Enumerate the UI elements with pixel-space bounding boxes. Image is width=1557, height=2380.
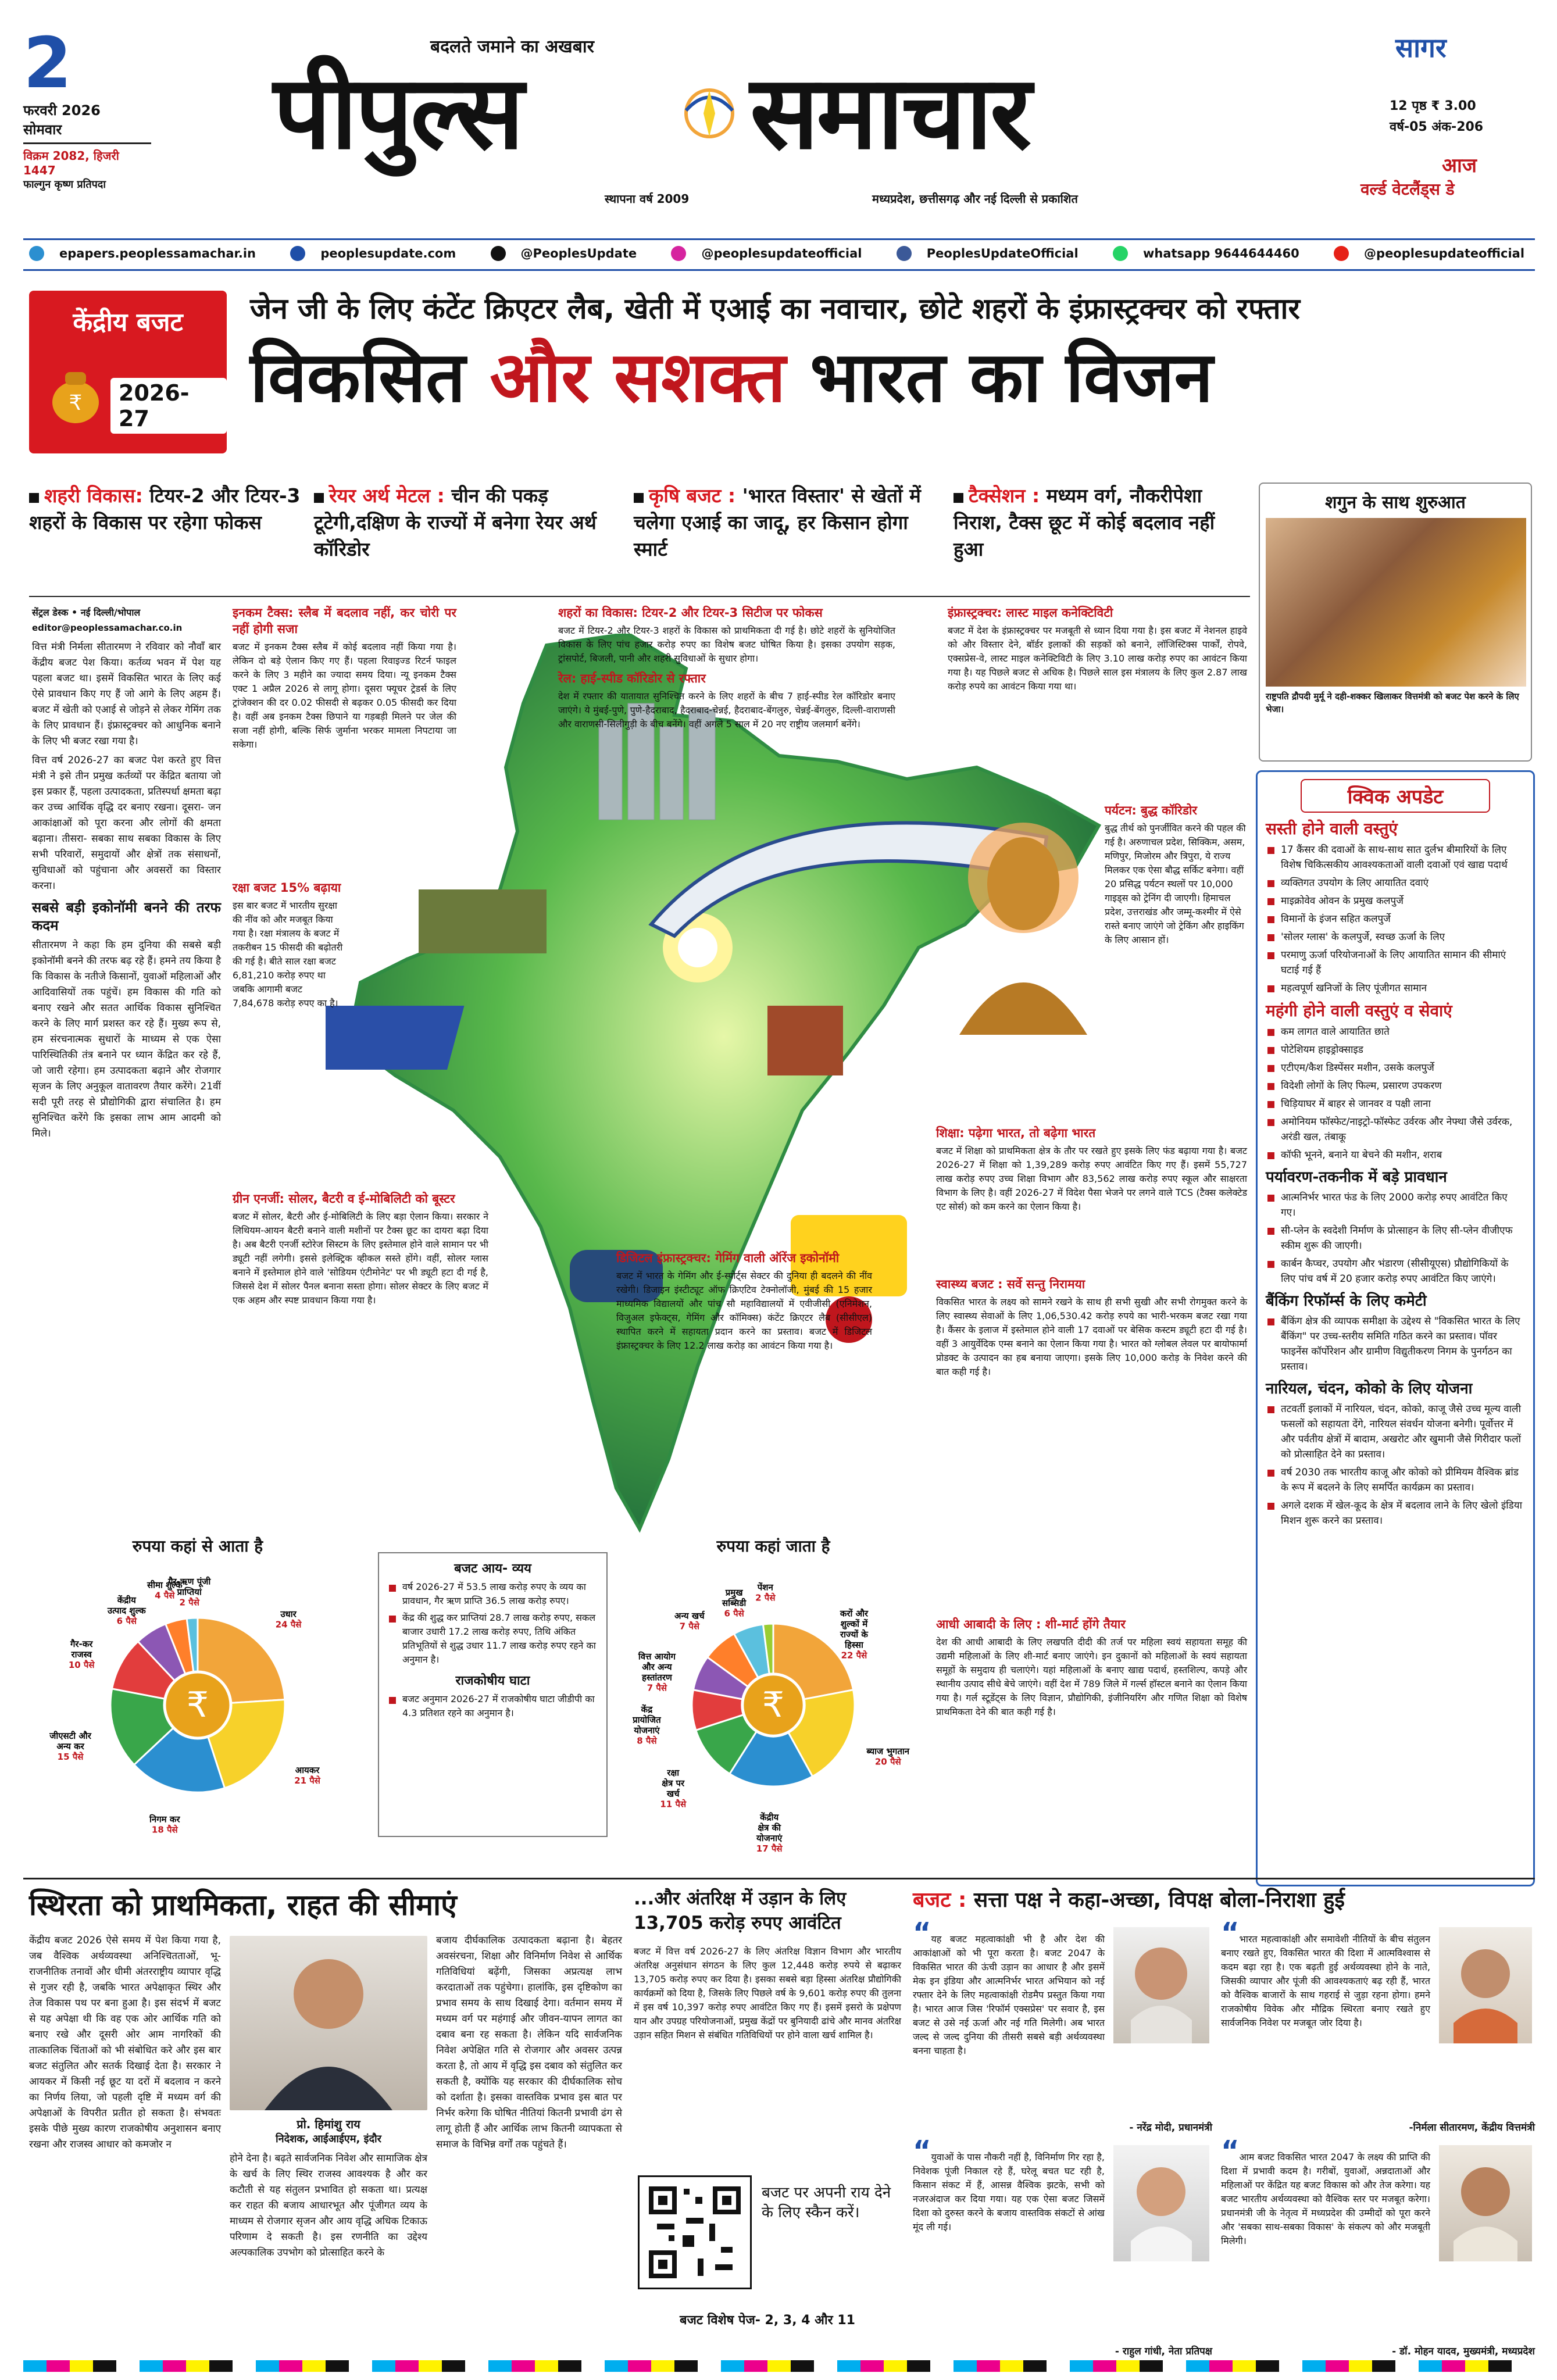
masthead-title (273, 55, 1192, 171)
pages-price: 12 पृष्ठ ₹ 3.00 (1390, 99, 1476, 113)
headline-part-1: विकसित (250, 337, 466, 418)
story-health: स्वास्थ्य बजट : सर्वे सन्तु निरामया विकसित भारत के लक्ष्य को सामने रखने के साथ ही सभी सुखी और सभी रोगमुक्त करने के लिए स्वास्थ्य सेवाओं के लिए 1,06,530.42 करोड़ रुपये का भारी-भरकम बजट रखा गया है। कैंसर के इलाज में इस्तेमाल होने वाली 17 दवाओं पर बेसिक कस्टम ड्यूटी हटा दी गई है। वहीं 3 आयुर्वेदिक एम्स बनाने का ऐलान किया गया है। भारत को ग्लोबल लेवल पर बायोफार्मा प्रोडक्ट के उत्पादन का हब बनाया जाएगा। इसके लिए 10,000 करोड़ के निवेश करने की बात कही गई है। (936, 1277, 1247, 1377)
list-item: परमाणु ऊर्जा परियोजनाओं के लिए आयातित सामान की सीमाएं घटाई गई हैं (1266, 948, 1525, 978)
author-name: प्रो. हिमांशु राय (297, 2117, 360, 2131)
stability-col-3: बजाय दीर्घकालिक उत्पादकता बढ़ाना है। बेहतर अवसंरचना, शिक्षा और विनिर्माण निवेश से आर्थिक गतिविधियां बढ़ेंगी, जिसका अप्रत्यक्ष लाभ करदाताओं तक पहुंचेगा। हालांकि, इस दृष्टिकोण का प्रभाव समय के साथ दिखाई देगा। वर्तमान समय में मध्यम वर्ग पर महंगाई और जीवन-यापन लागत का दबाव बना रह सकता है। लेकिन यदि सार्वजनिक निवेश अपेक्षित गति से रोजगार और अवसर उत्पन्न करता है, तो आय में वृद्धि इस दबाव को संतुलित कर सकती है, क्योंकि यह सरकार की दीर्घकालिक सोच को दर्शाता है। इसका वास्तविक प्रभाव इस बात पर निर्भर करेगा कि घोषित नीतियां कितनी प्रभावी ढंग से लागू होती हैं और आर्थिक लाभ कितनी व्यापकता से समाज के विभिन्न वर्गों तक पहुंचते हैं। (436, 1935, 622, 2150)
svg-text:₹: ₹ (69, 391, 83, 415)
list-item: महत्वपूर्ण खनिजों के लिए पूंजीगत सामान (1266, 981, 1525, 996)
main-paragraph-3: सीतारमण ने कहा कि हम दुनिया की सबसे बड़ी इकोनॉमी बनने की तरफ बढ़ रहे हैं। हमने तय किया है कि विकास के नतीजे किसानों, युवाओं महिलाओं और आदिवासियों तक पहुंचें। हम विकास की गति को बनाए रखने और सतत आर्थिक विकास सुनिश्चित करने के लिए मार्ग प्रशस्त कर रहे हैं। मुख्य रूप से, हम संरचनात्मक सुधारों के माध्यम से एक ऐसा पारिस्थितिकी तंत्र बनाने पर ध्यान केंद्रित कर रहे हैं, जो जारी रहेगा। हम उत्पादकता बढ़ाने और रोजगार सृजन के लिए अनुकूल वातावरण तैयार करेंगे। 21वीं सदी पूरी तरह से प्रौद्योगिकी द्वारा संचालित है। हम सुनिश्चित करेंगे कि इसका लाभ आम आदमी को मिले। (32, 939, 221, 1139)
list-item: चिड़ियाघर में बाहर से जानवर व पक्षी लाना (1266, 1096, 1525, 1112)
pie-label: केंद्रीय क्षेत्र की योजनाएं 17 पैसे (756, 1811, 783, 1853)
pie-label: सीमा शुल्क 4 पैसे (147, 1579, 183, 1601)
instagram-icon (671, 246, 686, 261)
reactions-title: बजट : सत्ता पक्ष ने कहा-अच्छा, विपक्ष बोला-निराशा हुई (913, 1888, 1345, 1912)
money-bag-icon (47, 360, 105, 424)
highlight-tax: टैक्सेशन : मध्यम वर्ग, नौकरीपेशा निराश, टैक्स छूट में कोई बदलाव नहीं हुआ (954, 484, 1215, 560)
today-label: आज (1442, 154, 1477, 177)
expense-chart (616, 1535, 930, 1860)
reaction-modi: “यह बजट महत्वाकांक्षी भी है और देश की आकांक्षाओं को भी पूरा करता है। बजट 2047 के विकसित भारत की ऊंची उड़ान का आधार है और इसमें मेक इन इंडिया और आत्मनिर्भर भारत अभियान को नई रफ्तार देने के लिए महत्वाकांक्षी रोडमैप प्रस्तुत किया गया है। भारत आज जिस 'रिफॉर्म एक्सप्रेस' पर सवार है, इस बजट से उसे नई ऊर्जा और नई गति मिलेगी। अब भारत जल्द से जल्द दुनिया की तीसरी सबसे बड़ी अर्थव्यवस्था बनना चाहता है। - नरेंद्र मोदी, प्रधानमंत्री (913, 1917, 1212, 2134)
coconut-list (1266, 1402, 1525, 1528)
list-item: कम लागत वाले आयातित छाते (1266, 1024, 1525, 1039)
headline-part-3: भारत का विजन (810, 337, 1213, 418)
title-right: समाचार (750, 54, 1030, 172)
youtube-icon (1334, 246, 1349, 261)
byline: सेंट्रल डेस्क • नई दिल्ली/भोपाल (32, 607, 141, 618)
author-photo (230, 1936, 427, 2110)
social-epaper[interactable]: epapers.peoplessamachar.in (29, 246, 271, 261)
reaction-mohan: “आम बजट विकसित भारत 2047 के लक्ष्य की प्राप्ति की दिशा में प्रभावी कदम है। गरीबों, युवाओं, अन्नदाताओं और महिलाओं पर केंद्रित यह बजट विकास को और तेज करेगा। यह बजट भारतीय अर्थव्यवस्था को वैश्विक स्तर पर मजबूत करेगा। प्रधानमंत्री जी के नेतृत्व में मध्यप्रदेश की उम्मीदों को पूरा करने और 'सबका साथ-सबका विकास' के संकल्प को और मजबूती मिलेगी। - डॉ. मोहन यादव, मुख्यमंत्री, मध्यप्रदेश (1221, 2135, 1535, 2357)
highlight-agri: कृषि बजट : 'भारत विस्तार' से खेतों में चलेगा एआई का जादू, हर किसान होगा स्मार्ट (634, 484, 921, 560)
qr-code[interactable] (640, 2177, 750, 2288)
print-color-strip (23, 2360, 1535, 2372)
whatsapp-icon (1113, 246, 1128, 261)
income-chart-title: रुपया कहां से आता है (132, 1536, 263, 1556)
mohan-photo (1439, 2145, 1532, 2261)
social-facebook[interactable]: PeoplesUpdateOfficial (897, 246, 1094, 261)
space-title: ...और अंतरिक्ष में उड़ान के लिए 13,705 करोड़ रुपए आवंटित (634, 1888, 847, 1934)
pie-label: पेंशन 2 पैसे (755, 1582, 776, 1603)
list-item: वर्ष 2030 तक भारतीय काजू और कोको को प्रीमियम वैश्विक ब्रांड के रूप में बदलने के लिए समर्पित कार्यक्रम का प्रस्ताव। (1266, 1465, 1525, 1495)
story-infra: इंफ्रास्ट्रक्चर: लास्ट माइल कनेक्टिविटी बजट में देश के इंफ्रास्ट्रक्चर पर मजबूती से ध्यान दिया गया है। इस बजट में नेशनल हाइवे को और विस्तार देने, बॉर्डर इलाकों की सड़कों को बनाने, लॉजिस्टिक्स पार्कों, रोपवे, एक्सप्रेस-वे, लास्ट माइल कनेक्टिविटी के लिए 3.10 लाख करोड़ रुपए का आवंटन किया गया है। यह पिछले बजट से अधिक है। पिछले साल इस मंत्रालय के लिए कुल 2.87 लाख करोड़ रुपये का आवंटन किया गया था। (948, 606, 1247, 692)
budget-box (378, 1552, 608, 1837)
founded: स्थापना वर्ष 2009 (605, 192, 690, 206)
logo-emblem-icon (674, 78, 744, 148)
pie-label: प्रमुख सब्सिडी 6 पैसे (722, 1587, 747, 1619)
list-item: पोटेशियम हाइड्रोक्साइड (1266, 1042, 1525, 1057)
social-bar (23, 238, 1535, 271)
story-education: शिक्षा: पढ़ेगा भारत, तो बढ़ेगा भारत बजट में शिक्षा को प्राथमिकता क्षेत्र के तौर पर रखते हुए इसके लिए फंड बढ़ाया गया है। बजट 2026-27 में शिक्षा को 1,39,289 करोड़ रुपए आवंटित किए गए हैं। इसमें 55,727 लाख करोड़ रुपए उच्च शिक्षा विभाग और 83,562 लाख करोड़ रुपए स्कूल और साक्षरता विभाग के लिए है। वहीं 2026-27 में विदेश पैसा भेजने पर लगने वाले TCS (टैक्स कलेक्टेड एट सोर्स) को कम करने का ऐलान किया है। (936, 1126, 1247, 1212)
story-urban: शहरों का विकास: टियर-2 और टियर-3 सिटीज पर फोकस बजट में टियर-2 और टियर-3 शहरों के विकास को प्राथमिकता दी गई है। छोटे शहरों के सुनियोजित विकास के लिए पांच हजार करोड़ रुपए का विशेष बजट घोषित किया है। इसका उपयोग सड़क, ट्रांसपोर्ट, बिजली, पानी और शहरी सुविधाओं के सुधार होगा। रेल: हाई-स्पीड कॉरिडोर से रफ्तार देश में रफ्तार की यातायात सुनिश्चित करने के लिए शहरों के बीच 7 हाई-स्पीड रेल कॉरिडोर बनाए जाएंगे। ये मुंबई-पुणे, पुणे-हैदराबाद, हैदराबाद-चेन्नई, हैदराबाद-बेंगलुरु, चेन्नई-बेंगलुरु, दिल्ली-वाराणसी और वाराणसी-सिलीगुड़ी के बीच बनेंगे। वहीं अगले 5 साल में 20 नए राष्ट्रीय जलमार्ग बनेंगे। (558, 606, 895, 730)
cheap-list (1266, 842, 1525, 996)
issue-block (23, 23, 151, 191)
issue-samvat: विक्रम 2082, हिजरी 1447 (23, 149, 119, 177)
lead-kicker: जेन जी के लिए कंटेंट क्रिएटर लैब, खेती में एआई का नवाचार, छोटे शहरों के इंफ्रास्ट्रक्चर को रफ्तार (250, 292, 1300, 326)
story-green-energy: ग्रीन एनर्जी: सोलर, बैटरी व ई-मोबिलिटी को बूस्टर बजट में सोलर, बैटरी और ई-मोबिलिटी के लिए बड़ा ऐलान किया। सरकार ने लिथियम-आयन बैटरी बनाने वाली मशीनों पर टैक्स छूट का दायरा बढ़ा दिया है। अब बैटरी एनर्जी स्टोरेज सिस्टम के लिए इस्तेमाल होने वाले सामान पर भी ड्यूटी नहीं लगेगी। इससे इलेक्ट्रिक व्हीकल सस्ते होंगे। वहीं, सोलर ग्लास बनाने में इस्तेमाल होने वाले 'सोडियम एंटीमोनेट' पर भी ड्यूटी हटा दी गई है, जिससे देश में सोलर पैनल बनाना सस्ता होगा। सोलर सेक्टर के लिए बजट में एक अहम और स्पष्ट प्रावधान किया गया है। (233, 1192, 488, 1306)
lead-headline (250, 331, 1541, 424)
list-item: आत्मनिर्भर भारत फंड के लिए 2000 करोड़ रुपए आवंटित किए गए। (1266, 1190, 1525, 1220)
list-item: कार्बन कैप्चर, उपयोग और भंडारण (सीसीयूएस) प्रौद्योगिकियों के लिए पांच वर्ष में 20 हजार करोड़ रुपए आवंटित किए जाएंगे। (1266, 1256, 1525, 1287)
issue-tithi: फाल्गुन कृष्ण प्रतिपदा (23, 178, 106, 191)
income-pie (29, 1557, 366, 1853)
list-item: विमानों के इंजन सहित कलपुर्जे (1266, 912, 1525, 927)
social-whatsapp[interactable]: whatsapp 9644644460 (1113, 246, 1315, 261)
special-pages: बजट विशेष पेज- 2, 3, 4 और 11 (680, 2313, 855, 2328)
social-x[interactable]: @PeoplesUpdate (491, 246, 652, 261)
social-youtube[interactable]: @peoplesupdateofficial (1334, 246, 1540, 261)
story-gaming: डिजिटल इंफ्रास्ट्रक्चर: गेमिंग वाली ऑरेंज इकोनॉमी बजट में भारत के गेमिंग और ई-स्पोर्ट्स सेक्टर की दुनिया ही बदलने की नींव रखेगी। डिजाइन इंस्टीट्यूट ऑफ क्रिएटिव टेक्नोलॉजी, मुंबई की 15 हजार माध्यमिक विद्यालयों और पांच सौ महाविद्यालयों में एवीजीसी (एनिमेशन, विजुअल इफेक्ट्स, गेमिंग और कॉमिक्स) कंटेंट क्रिएटर लैब (सीसीएल) स्थापित करने में सहायता प्रदान करने का प्रस्ताव। बजट में डिजिटल इंफ्रास्ट्रक्चर के लिए 12.2 लाख करोड़ का आवंटन किया गया है। (616, 1251, 872, 1351)
main-paragraph-2: वित्त वर्ष 2026-27 का बजट पेश करते हुए वित्त मंत्री ने इसे तीन प्रमुख कर्तव्यों पर केंद्रित बताया जो इस प्रकार हैं, पहला उत्पादकता, प्रतिस्पर्धा क्षमता बढ़ा कर उच्च आर्थिक वृद्धि दर बनाए रखना। दूसरा- जन आकांक्षाओं को पूरा करना और लोगों की क्षमता बढ़ाना। तीसरा- सबका साथ सबका विकास के लिए सभी परिवारों, समुदायों और क्षेत्रों तक संसाधनों, सुविधाओं को पहुंचाना और अवसरों का विस्तार करना। (32, 755, 221, 892)
edition-block (1360, 29, 1535, 200)
list-item: अमोनियम फॉस्फेट/नाइट्रो-फॉस्फेट उर्वरक और नेफ्था जैसे उर्वरक, अरंडी खल, तंबाकू (1266, 1114, 1525, 1145)
badge-year: 2026-27 (110, 378, 227, 434)
issue-weekday: सोमवार (23, 121, 62, 138)
list-item: व्यक्तिगत उपयोग के लिए आयातित दवाएं (1266, 875, 1525, 891)
shagun-caption: राष्ट्रपति द्रौपदी मुर्मू ने दही-शक्कर खिलाकर वित्तमंत्री को बजट पेश करने के लिए भेजा। (1266, 691, 1519, 714)
sitharaman-photo (1439, 1927, 1532, 2043)
env-list (1266, 1190, 1525, 1287)
byline-email: editor@peoplessamachar.co.in (32, 623, 183, 633)
social-instagram[interactable]: @peoplesupdateofficial (671, 246, 877, 261)
pie-label: अन्य खर्च 7 पैसे (674, 1610, 705, 1632)
highlight-row (29, 483, 1250, 593)
highlight-rare-earth: रेयर अर्थ मेटल : चीन की पकड़ टूटेगी,दक्षिण के राज्यों में बनेगा रेयर अर्थ कॉरिडोर (314, 484, 597, 560)
pie-label: गैर-ऋण पूंजी प्राप्तियां 2 पैसे (168, 1576, 211, 1608)
budget-box-title: बजट आय- व्यय (454, 1561, 531, 1576)
facebook-icon (897, 246, 912, 261)
story-income-tax: इनकम टैक्स: स्लैब में बदलाव नहीं, कर चोरी पर नहीं होगी सजा बजट में इनकम टैक्स स्लैब में कोई बदलाव नहीं किया गया है। लेकिन दो बड़े ऐलान किए गए हैं। पहला रिवाइज्ड रिटर्न फाइल करने के लिए 3 महीने का ज्यादा समय दिया। न्यू इनकम टैक्स एक्ट 1 अप्रैल 2026 से लागू होगा। दूसरा फ्यूचर ट्रेडर्स के लिए ट्रांजेक्शन की दर 0.02 फीसदी से बढ़कर 0.05 फीसदी कर दिया है। वहीं अब इनकम टैक्स छिपाने या गड़बड़ी मिलने पर जेल की सजा नहीं होगी, बल्कि सिर्फ जुर्माना भरकर मामला निपटाया जा सकेगा। (233, 606, 456, 750)
expense-chart-title: रुपया कहां जाता है (716, 1536, 830, 1556)
highlight-urban: शहरी विकास: टियर-2 और टियर-3 शहरों के विकास पर रहेगा फोकस (29, 484, 301, 534)
today-event: वर्ल्ड वेटलैंड्स डे (1360, 180, 1455, 199)
reaction-sitharaman: “भारत महत्वाकांक्षी और समावेशी नीतियों के बीच संतुलन बनाए रखते हुए, विकसित भारत की दिशा में आत्मविश्वास से कदम बढ़ा रहा है। एक बढ़ती हुई अर्थव्यवस्था होने के नाते, जिसकी व्यापार और पूंजी की आवश्यकताएं बढ़ रही हैं, भारत को वैश्विक बाजारों के साथ गहराई से जुड़ा रहना होगा। हमने राजकोषीय विवेक और मौद्रिक स्थिरता बनाए रखते हुए सार्वजनिक निवेश पर मजबूत जोर दिया है। -निर्मला सीतारमण, केंद्रीय वित्तमंत्री (1221, 1917, 1535, 2134)
author-role: निदेशक, आईआईएम, इंदौर (275, 2133, 382, 2145)
pie-label: रक्षा क्षेत्र पर खर्च 11 पैसे (660, 1767, 687, 1810)
modi-photo (1113, 1927, 1209, 2043)
space-body: बजट में वित्त वर्ष 2026-27 के लिए अंतरिक्ष विज्ञान विभाग और भारतीय अंतरिक्ष अनुसंधान संगठन के लिए कुल 12,448 करोड़ रुपये से बढ़ाकर 13,705 करोड़ रुपए कर दिया है। इसका सबसे बड़ा हिस्सा अंतरिक्ष प्रौद्योगिकी कार्यक्रमों को दिया है, जिसके लिए पिछले वर्ष के 9,601 करोड़ रुपए की तुलना में इस वर्ष 10,397 करोड़ रुपए आवंटित किए गए हैं। इसमें इसरो के प्रक्षेपण यान और उपग्रह परियोजनाओं, प्रमुख केंद्रों पर बुनियादी ढांचे और मानव अंतरिक्ष उड़ान सहित मिशन से संबंधित गतिविधियों पर होने वाला खर्च शामिल है। (634, 1946, 901, 2040)
shagun-title: शगुन के साथ शुरुआत (1325, 492, 1466, 513)
deficit-item: बजट अनुमान 2026-27 में राजकोषीय घाटा जीडीपी का 4.3 प्रतिशत रहने का अनुमान है। (387, 1692, 598, 1720)
rupee-symbol: ₹ (186, 1685, 209, 1725)
budget-box-item: वर्ष 2026-27 में 53.5 लाख करोड़ रुपए के व्यय का प्रावधान, गैर ऋण प्राप्ति 36.5 लाख करोड़ रुपए। (387, 1580, 598, 1608)
issue-number: 2 (23, 23, 72, 104)
list-item: विदेशी लोगों के लिए फिल्म, प्रसारण उपकरण (1266, 1078, 1525, 1093)
list-item: 17 कैंसर की दवाओं के साथ-साथ सात दुर्लभ बीमारियों के लिए विशेष चिकित्सकीय आवश्यकताओं वाली दवाओं एवं खाद्य पदार्थ (1266, 842, 1525, 873)
pie-label: वित्त आयोग और अन्य हस्तांतरण 7 पैसे (638, 1651, 676, 1693)
story-tourism: पर्यटन: बुद्ध कॉरिडोर बुद्ध तीर्थ को पुनर्जीवित करने की पहल की गई है। अरुणाचल प्रदेश, सिक्किम, असम, मणिपुर, मिजोरम और त्रिपुरा, ये राज्य मिलकर एक ऐसा बौद्ध सर्किट बनेगा। वहीं 20 प्रसिद्ध पर्यटन स्थलों पर 10,000 गाइड्स को ट्रेनिंग दी जाएगी। हिमाचल प्रदेश, उत्तराखंड और जम्मू-कश्मीर में ऐसे रास्ते बनाए जाएंगे जो ट्रेकिंग और हाइकिंग के लिए आसान हों। (1105, 803, 1246, 945)
stability-col-1: केंद्रीय बजट 2026 ऐसे समय में पेश किया गया है, जब वैश्विक अर्थव्यवस्था अनिश्चितताओं, भू-राजनीतिक तनावों और धीमी अंतरराष्ट्रीय व्यापार वृद्धि से गुजर रही है, जबकि भारत अपेक्षाकृत स्थिर और तेज विकास पथ पर बना हुआ है। इस संदर्भ में बजट से यह अपेक्षा थी कि वह एक ओर आर्थिक गति को बनाए रखे और दूसरी ओर आम नागरिकों की तात्कालिक चिंताओं को भी संबोधित करे और इस बार बजट संतुलित और सतर्क दिखाई देता है। सरकार ने आयकर में किसी नई छूट या दरों में बदलाव न करने का निर्णय लिया, जो पहली दृष्टि में मध्यम वर्ग की अपेक्षाओं के विपरीत प्रतीत हो सकता है। संभवतः इसके पीछे मुख्य कारण राजकोषीय अनुशासन बनाए रखना और राजस्व आधार को कमजोर न (29, 1935, 221, 2150)
pie-label: गैर-कर राजस्व 10 पैसे (68, 1638, 95, 1670)
buddha-graphic (936, 814, 1110, 1035)
main-story (32, 605, 221, 1145)
headline-part-2: और सशक्त (490, 337, 786, 418)
pie-label: ब्याज भुगतान 20 पैसे (866, 1746, 910, 1767)
story-defence: रक्षा बजट 15% बढ़ाया इस बार बजट में भारतीय सुरक्षा की नींव को और मजबूत किया गया है। रक्षा मंत्रालय के बजट में तकरीबन 15 फीसदी की बढ़ोतरी की गई है। बीते साल रक्षा बजट 6,81,210 करोड़ रुपए था जबकि आगामी बजट 7,84,678 करोड़ रुपए का है। (233, 881, 343, 1009)
rupee-symbol: ₹ (762, 1685, 785, 1725)
year-issue: वर्ष-05 अंक-206 (1390, 120, 1484, 134)
pie-label: केंद्रीय उत्पाद शुल्क 6 पैसे (107, 1595, 146, 1627)
list-item: एटीएम/कैश डिस्पेंसर मशीन, उसके कलपुर्जे (1266, 1060, 1525, 1075)
badge-title: केंद्रीय बजट (73, 308, 183, 337)
edition-city: सागर (1395, 32, 1447, 63)
deficit-title: राजकोषीय घाटा (455, 1674, 530, 1688)
list-item: कॉफी भूनने, बनाने या बेचने की मशीन, शराब (1266, 1148, 1525, 1163)
pie-label: उधार 24 पैसे (275, 1609, 302, 1630)
main-subhead: सबसे बड़ी इकोनॉमी बनने की तरफ कदम (32, 899, 221, 934)
list-item: अगले दशक में खेल-कूद के क्षेत्र में बदलाव लाने के लिए खेलो इंडिया मिशन शुरू करने का प्रस्ताव। (1266, 1498, 1525, 1528)
issue-date: फरवरी 2026 (23, 102, 101, 119)
stability-title: स्थिरता को प्राथमिकता, राहत की सीमाएं (29, 1888, 457, 1922)
expense-pie (616, 1557, 930, 1853)
income-chart (29, 1535, 366, 1860)
author-credit (230, 2116, 427, 2146)
list-item: 'सोलर ग्लास' के कलपुर्जे, स्वच्छ ऊर्जा के लिए (1266, 930, 1525, 945)
title-left: पीपुल्स (273, 54, 522, 172)
pie-label: निगम कर 18 पैसे (149, 1814, 180, 1835)
budget-box-item: केंद्र की शुद्ध कर प्राप्तियां 28.7 लाख करोड़ रुपए, सकल बाजार उधारी 17.2 लाख करोड़ रुपए, तिथि अंकित प्रतिभूतियों से शुद्ध उधार 11.7 लाख करोड़ रुपए रहने का अनुमान है। (387, 1611, 598, 1667)
shagun-photo (1266, 518, 1526, 687)
pie-label: जीएसटी और अन्य कर 15 पैसे (49, 1731, 91, 1763)
rahul-photo (1113, 2145, 1209, 2261)
qr-caption: बजट पर अपनी राय देने के लिए स्कैन करें। (762, 2184, 891, 2221)
pie-label: आयकर 21 पैसे (294, 1764, 320, 1786)
story-women: आधी आबादी के लिए : शी-मार्ट होंगे तैयार देश की आधी आबादी के लिए लखपति दीदी की तर्ज पर महिला स्वयं सहायता समूह की उद्यमी महिलाओं के लिए शी-मार्ट बनाए जाएंगे। इन दुकानों को महिलाओं के स्वयं सहायता समूहों के समुदाय ही चलाएंगे। यहां महिलाओं के बनाए खाद्य पदार्थ, हस्तशिल्प, कपड़े और स्थानीय उत्पाद सीधे बेचे जाएंगे। वहीं देश में 789 जिले में गर्ल्स हॉस्टल बनाने का ऐलान किया गया है। गर्ल स्टूडेंट्स के लिए विज्ञान, प्रौद्योगिकी, इंजीनियरिंग और गणित शिक्षा को विशेष प्राथमिकता देने की बात कही गई है। (936, 1617, 1247, 1717)
list-item: सी-प्लेन के स्वदेशी निर्माण के प्रोत्साहन के लिए सी-प्लेन वीजीएफ स्कीम शुरू की जाएगी। (1266, 1223, 1525, 1253)
stability-col-2: होने देना है। बढ़ते सार्वजनिक निवेश और सामाजिक क्षेत्र के खर्च के लिए स्थिर राजस्व आवश्यक है और कर कटौती से यह संतुलन प्रभावित हो सकता था। प्रत्यक्ष कर राहत की बजाय आधारभूत और पूंजीगत व्यय के माध्यम से रोजगार सृजन और आय वृद्धि अधिक टिकाऊ परिणाम दे सकती है। इस रणनीति का उद्देश्य अल्पकालिक उपभोग को प्रोत्साहित करने के (230, 2153, 427, 2259)
pie-label: करों और शुल्कों में राज्यों के हिस्सा 22 पैसे (840, 1608, 869, 1661)
list-item: बैंकिंग क्षेत्र की व्यापक समीक्षा के उद्देश्य से "विकसित भारत के लिए बैंकिंग" पर उच्च-स्तरीय समिति गठित करने का प्रस्ताव। पॉवर फाइनेंस कॉर्पोरेशन और ग्रामीण विद्युतीकरण निगम के पुनर्गठन का प्रस्ताव। (1266, 1314, 1525, 1374)
quick-update-title: क्विक अपडेट (1301, 779, 1490, 813)
social-site[interactable]: peoplesupdate.com (290, 246, 471, 261)
main-paragraph-1: वित्त मंत्री निर्मला सीतारमण ने रविवार को नौवाँ बार केंद्रीय बजट पेश किया। कर्तव्य भवन में पेश यह पहला बजट था। इसमें विकसित भारत के लिए कई ऐसे प्रावधान किए गए हैं जो आगे के लिए अहम हैं। बजट में खेती को एआई से जोड़ने से लेकर गेमिंग तक के लिए प्रावधान हैं। इंफ्रास्ट्रक्चर को आधुनिक बनाने के लिए भी बजट रखा गया है। (32, 641, 221, 747)
list-item: तटवर्ती इलाकों में नारियल, चंदन, कोको, काजू जैसे उच्च मूल्य वाली फसलों को सहायता देंगे, नारियल संवर्धन योजना बनेगी। पूर्वोत्तर में और पर्वतीय क्षेत्रों में बादाम, अखरोट और खुमानी जैसे गिरीदार फलों को प्रोत्साहित देने का प्रस्ताव। (1266, 1402, 1525, 1462)
published-in: मध्यप्रदेश, छत्तीसगढ़ और नई दिल्ली से प्रकाशित (872, 192, 1078, 206)
shagun-box (1259, 483, 1532, 762)
list-item: माइक्रोवेव ओवन के प्रमुख कलपुर्जे (1266, 894, 1525, 909)
x-icon (491, 246, 506, 261)
costly-list (1266, 1024, 1525, 1163)
quick-update-box: क्विक अपडेट सस्ती होने वाली वस्तुएं 17 कैंसर की दवाओं के साथ-साथ सात दुर्लभ बीमारियों के लिए विशेष चिकित्सकीय आवश्यकताओं वाली दवाओं एवं खाद्य पदार्थ व्यक्तिगत उपयोग के लिए आयातित दवाएं माइक्रोवेव ओवन के प्रमुख कलपुर्जे विमानों के इंजन सहित कलपुर्जे 'सोलर ग्लास' के कलपुर्जे, स्वच्छ ऊर्जा के लिए परमाणु ऊर्जा परियोजनाओं के लिए आयातित सामान की सीमाएं घटाई गई हैं महत्वपूर्ण खनिजों के लिए पूंजीगत सामान महंगी होने वाली वस्तुएं व सेवाएं कम लागत वाले आयातित छाते पोटेशियम हाइड्रोक्साइड एटीएम/कैश डिस्पेंसर मशीन, उसके कलपुर्जे विदेशी लोगों के लिए फिल्म, प्रसारण उपकरण चिड़ियाघर में बाहर से जानवर व पक्षी लाना अमोनियम फॉस्फेट/नाइट्रो-फॉस्फेट उर्वरक और नेफ्था जैसे उर्वरक, अरंडी खल, तंबाकू कॉफी भूनने, बनाने या बेचने की मशीन, शराब पर्यावरण-तकनीक में बड़े प्रावधान आत्मनिर्भर भारत फंड के लिए 2000 करोड़ रुपए आवंटित किए गए। सी-प्लेन के स्वदेशी निर्माण के प्रोत्साहन के लिए सी-प्लेन वीजीएफ स्कीम शुरू की जाएगी। कार्बन कैप्चर, उपयोग और भंडारण (सीसीयूएस) प्रौद्योगिकियों के लिए पांच वर्ष में 20 हजार करोड़ रुपए आवंटित किए जाएंगे। बैंकिंग रिफॉर्म्स के लिए कमेटी बैंकिंग क्षेत्र की व्यापक समीक्षा के उद्देश्य से "विकसित भारत के लिए बैंकिंग" पर उच्च-स्तरीय समिति गठित करने का प्रस्ताव। पॉवर फाइनेंस कॉर्पोरेशन और ग्रामीण विद्युतीकरण निगम के पुनर्गठन का प्रस्ताव। नारियल, चंदन, कोको के लिए योजना तटवर्ती इलाकों में नारियल, चंदन, कोको, काजू जैसे उच्च मूल्य वाली फसलों को सहायता देंगे, नारियल संवर्धन योजना बनेगी। पूर्वोत्तर में और पर्वतीय क्षेत्रों में बादाम, अखरोट और खुमानी जैसे गिरीदार फलों को प्रोत्साहित देने का प्रस्ताव। वर्ष 2030 तक भारतीय काजू और कोको को प्रीमियम वैश्विक ब्रांड के रूप में बदलने के लिए समर्पित कार्यक्रम का प्रस्ताव। अगले दशक में खेल-कूद के क्षेत्र में बदलाव लाने के लिए खेलो इंडिया मिशन शुरू करने का प्रस्ताव। (1256, 770, 1535, 1886)
web-icon (290, 246, 305, 261)
globe-icon (29, 246, 44, 261)
tagline: बदलते जमाने का अखबार (430, 37, 594, 57)
budget-badge (29, 291, 227, 453)
bank-list (1266, 1314, 1525, 1374)
reaction-rahul: “युवाओं के पास नौकरी नहीं है, विनिर्माण गिर रहा है, निवेशक पूंजी निकाल रहे हैं, घरेलू बचत घट रही है, किसान संकट में हैं, आसन्न वैश्विक झटके, सभी को नजरअंदाज कर दिया गया। यह एक ऐसा बजट जिसमें दिशा को दुरुस्त करने के बजाय वास्तविक संकटों से आंख मूंद ली गई। - राहुल गांधी, नेता प्रतिपक्ष (913, 2135, 1212, 2357)
pie-label: केंद्र प्रायोजित योजनाएं 8 पैसे (633, 1704, 661, 1746)
india-map-graphic (326, 634, 1110, 1541)
